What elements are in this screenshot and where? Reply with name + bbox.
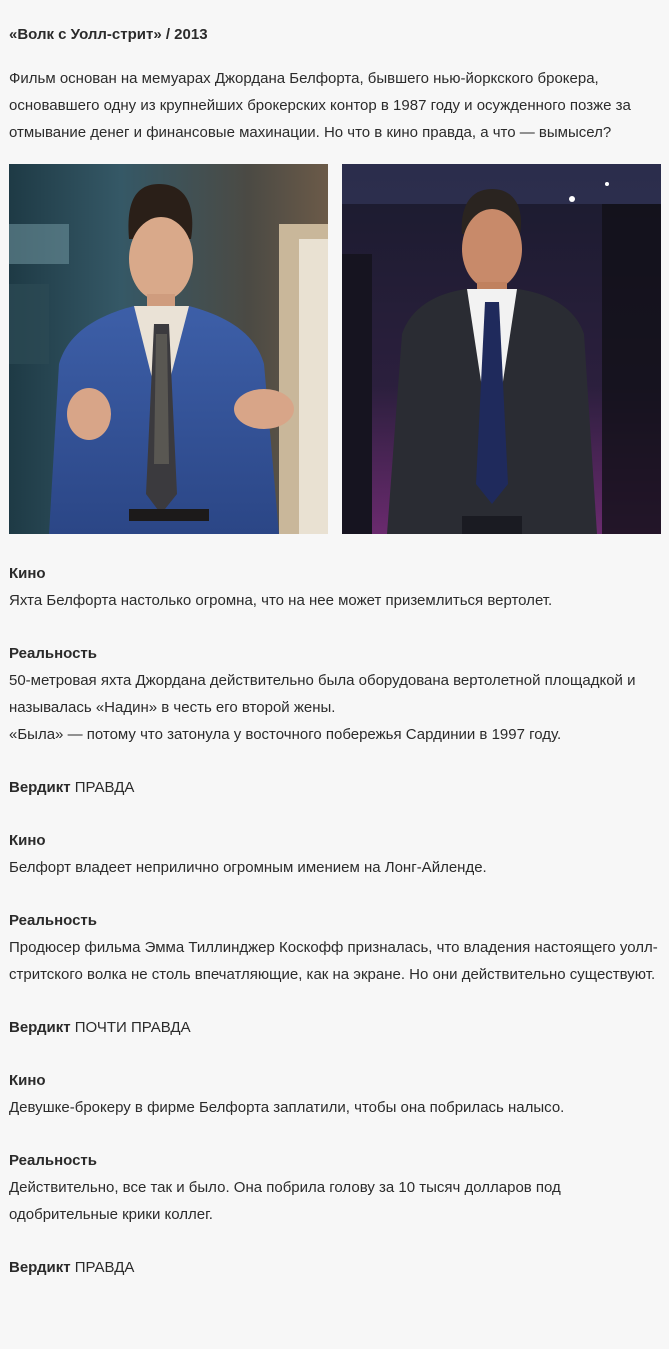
verdict-label: Вердикт [9, 1259, 71, 1276]
reality-text: 50-метровая яхта Джордана действительно была оборудована вертолетной площадкой и называлась «Надин» в честь его второй жены. [9, 672, 636, 716]
reality-label: Реальность [9, 1152, 98, 1169]
verdict-value: ПРАВДА [74, 1259, 135, 1276]
verdict-label: Вердикт [9, 779, 71, 796]
photo-real-person [342, 164, 661, 534]
reality-label: Реальность [9, 912, 98, 929]
reality-block-3 [9, 1147, 660, 1228]
verdict-block-2 [9, 1014, 660, 1041]
movie-block-3 [9, 1067, 660, 1121]
movie-block-2 [9, 827, 660, 881]
movie-label: Кино [9, 565, 46, 582]
photo-row [9, 164, 661, 534]
article-intro: Фильм основан на мемуарах Джордана Белфорта, бывшего нью-йоркского брокера, основавшего одну из крупнейших брокерских контор в 1987 году и осужденного позже за отмывание денег и финансовые махинации. Но что в кино правда, а что — вымысел? [9, 70, 631, 141]
movie-text: Яхта Белфорта настолько огромна, что на нее может приземлиться вертолет. [9, 592, 553, 609]
movie-label: Кино [9, 832, 46, 849]
verdict-label: Вердикт [9, 1019, 71, 1036]
movie-text: Девушке-брокеру в фирме Белфорта заплатили, чтобы она побрилась налысо. [9, 1099, 565, 1116]
reality-text-extra: «Была» — потому что затонула у восточного побережья Сардинии в 1997 году. [9, 726, 562, 743]
reality-block-2 [9, 907, 660, 988]
movie-label: Кино [9, 1072, 46, 1089]
photo-real-person-image [342, 164, 661, 534]
reality-text: Действительно, все так и было. Она побрила голову за 10 тысяч долларов под одобрительные крики коллег. [9, 1179, 561, 1223]
photo-actor-image [9, 164, 328, 534]
verdict-block-3 [9, 1254, 660, 1281]
reality-label: Реальность [9, 645, 98, 662]
article-title: «Волк с Уолл-стрит» / 2013 [9, 26, 208, 43]
movie-block-1 [9, 560, 660, 614]
verdict-block-1 [9, 774, 660, 801]
verdict-value: ПРАВДА [74, 779, 135, 796]
reality-text: Продюсер фильма Эмма Тиллинджер Коскофф призналась, что владения настоящего уолл-стритского волка не столь впечатляющие, как на экране. Но они действительно существуют. [9, 939, 658, 983]
photo-actor [9, 164, 328, 534]
movie-text: Белфорт владеет неприлично огромным имением на Лонг-Айленде. [9, 859, 487, 876]
reality-block-1 [9, 640, 660, 748]
verdict-value: ПОЧТИ ПРАВДА [74, 1019, 191, 1036]
